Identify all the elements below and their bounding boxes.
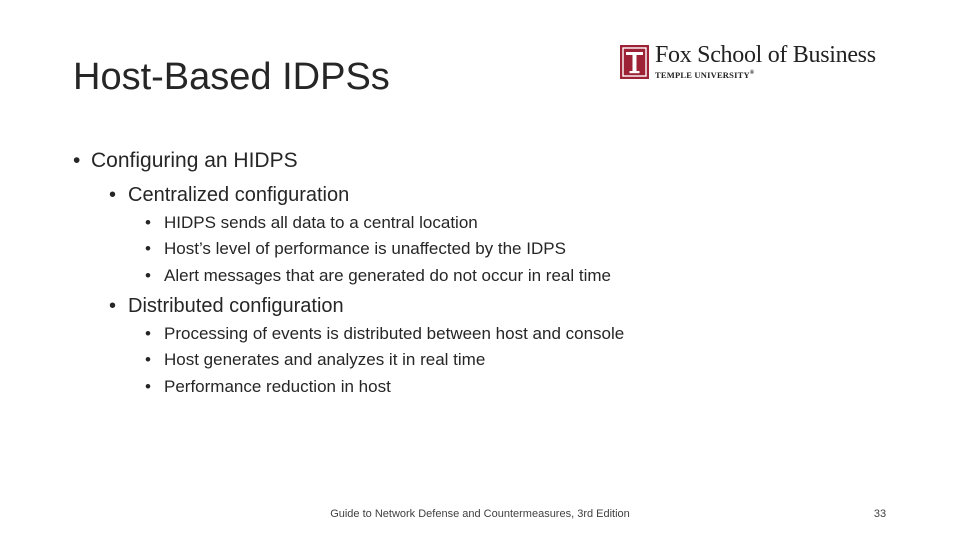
bullet-text: Centralized configuration [128, 184, 350, 206]
logo-registered-mark: ® [749, 70, 755, 76]
bullet-dot: • [109, 295, 117, 317]
temple-t-logo-icon [620, 45, 649, 79]
bullet-text: Distributed configuration [128, 295, 344, 317]
bullet-text: Alert messages that are generated do not occur in real time [164, 266, 611, 285]
bullet-text: Configuring an HIDPS [91, 149, 298, 172]
bullet-dot: • [145, 350, 151, 369]
bullet-text: Processing of events is distributed between host and console [164, 324, 625, 343]
bullet-text: Host’s level of performance is unaffected by the IDPS [164, 239, 566, 258]
bullet-dot: • [145, 239, 151, 258]
logo-university-name [655, 70, 754, 80]
slide-title: Host-Based IDPSs [73, 56, 390, 98]
slide-page-number: 33 [873, 508, 887, 520]
bullet-text: Performance reduction in host [164, 377, 391, 396]
bullet-dot: • [73, 149, 81, 172]
bullet-dot: • [145, 324, 151, 343]
bullet-text: HIDPS sends all data to a central location [164, 213, 478, 232]
fox-school-logo [620, 42, 882, 81]
bullet-dot: • [145, 213, 151, 232]
footer-text: Guide to Network Defense and Countermeasures, 3rd Edition [330, 508, 630, 520]
bullet-dot: • [145, 377, 151, 396]
logo-university-text: TEMPLE UNIVERSITY [655, 70, 750, 80]
bullet-text: Host generates and analyzes it in real time [164, 350, 486, 369]
logo-school-name: Fox School of Business [655, 42, 876, 68]
bullet-dot: • [109, 184, 117, 206]
bullet-dot: • [145, 266, 151, 285]
